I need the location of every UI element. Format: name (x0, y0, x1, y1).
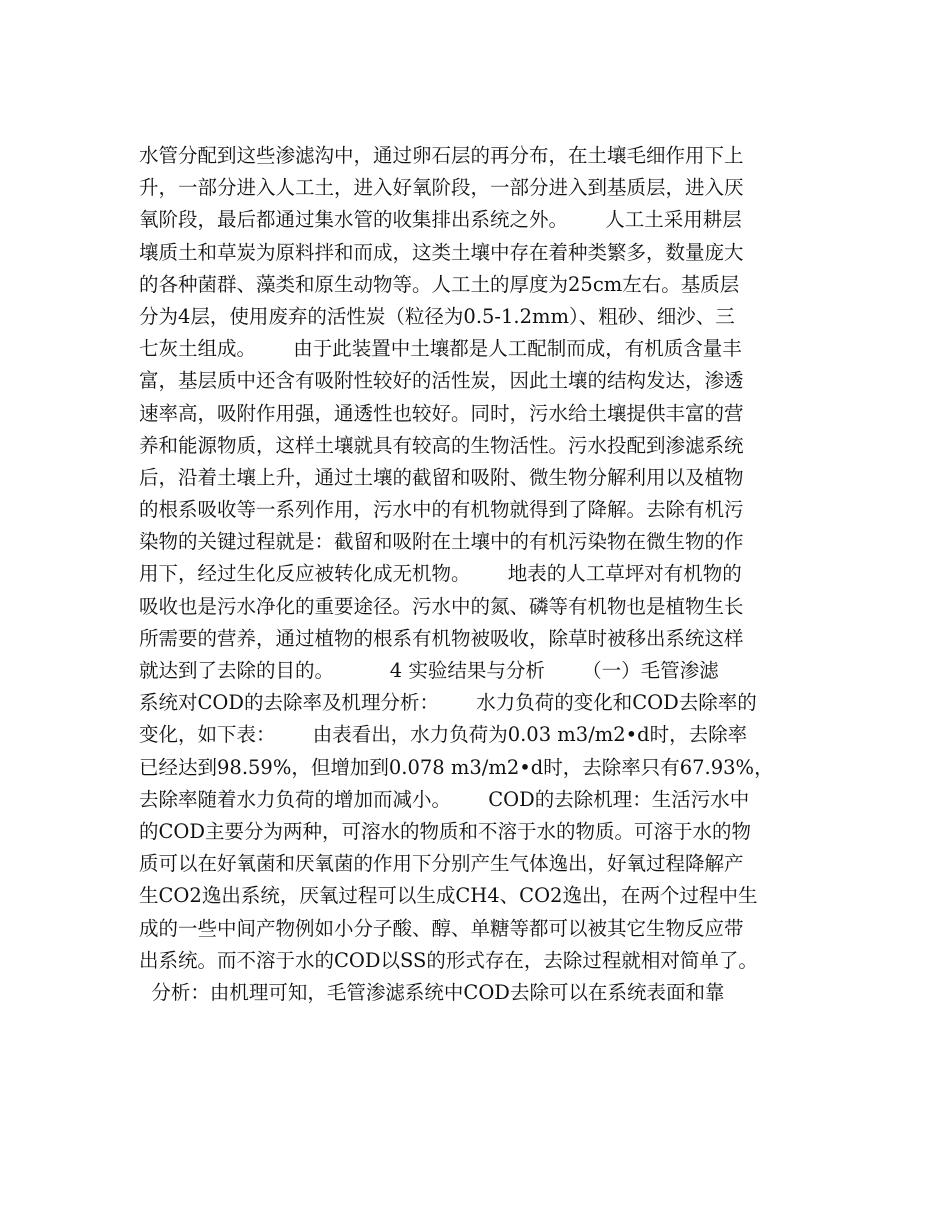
text-line: 变化，如下表： 由表看出，水力负荷为0.03 m3/m2•d时，去除率 (139, 723, 748, 747)
text-line: 去除率随着水力负荷的增加而减小。 COD的去除机理：生活污水中 (139, 787, 750, 811)
text-line: 就达到了去除的目的。 4 实验结果与分析 （一）毛管渗滤 (139, 659, 719, 682)
text-line: 染物的关键过程就是：截留和吸附在土壤中的有机污染物在微生物的作 (139, 530, 744, 554)
text-line: 的COD主要分为两种，可溶水的物质和不溶于水的物质。可溶于水的物 (139, 819, 752, 843)
text-line: 速率高，吸附作用强，通透性也较好。同时，污水给土壤提供丰富的营 (139, 401, 744, 425)
text-line: 养和能源物质，这样土壤就具有较高的生物活性。污水投配到渗滤系统 (139, 433, 744, 457)
text-line: 成的一些中间产物例如小分子酸、醇、单糖等都可以被其它生物反应带 (139, 916, 744, 940)
text-line: 的根系吸收等一系列作用，污水中的有机物就得到了降解。去除有机污 (139, 498, 744, 522)
text-line: 升，一部分进入人工土，进入好氧阶段，一部分进入到基质层，进入厌 (139, 176, 744, 200)
text-line: 的各种菌群、藻类和原生动物等。人工土的厚度为25cm左右。基质层 (139, 272, 740, 296)
text-line: 富，基层质中还含有吸附性较好的活性炭，因此土壤的结构发达，渗透 (139, 369, 744, 393)
text-line: 水管分配到这些渗滤沟中，通过卵石层的再分布，在土壤毛细作用下上 (139, 144, 744, 167)
text-line: 系统对COD的去除率及机理分析： 水力负荷的变化和COD去除率的 (139, 691, 757, 715)
text-line: 氧阶段，最后都通过集水管的收集排出系统之外。 人工土采用耕层 (139, 208, 742, 232)
text-line: 所需要的营养，通过植物的根系有机物被吸收，除草时被移出系统这样 (139, 626, 744, 650)
text-line: 七灰土组成。 由于此装置中土壤都是人工配制而成，有机质含量丰 (139, 337, 742, 361)
text-line: 分为4层，使用废弃的活性炭（粒径为0.5-1.2mm）、粗砂、细沙、三 (139, 304, 735, 328)
text-line: 生CO2逸出系统，厌氧过程可以生成CH4、CO2逸出，在两个过程中生 (139, 884, 758, 908)
text-line: 吸收也是污水净化的重要途径。污水中的氮、磷等有机物也是植物生长 (139, 594, 744, 618)
text-line: 后，沿着土壤上升，通过土壤的截留和吸附、微生物分解利用以及植物 (139, 465, 744, 489)
text-line: 分析：由机理可知，毛管渗滤系统中COD去除可以在系统表面和靠 (139, 980, 725, 1004)
text-line: 出系统。而不溶于水的COD以SS的形式存在，去除过程就相对简单了。 (139, 948, 758, 972)
text-line: 壤质土和草炭为原料拌和而成，这类土壤中存在着种类繁多，数量庞大 (139, 240, 744, 264)
text-line: 已经达到98.59%，但增加到0.078 m3/m2•d时，去除率只有67.93%， (139, 755, 774, 779)
text-line: 用下，经过生化反应被转化成无机物。 地表的人工草坪对有机物的 (139, 562, 742, 586)
body-text (139, 140, 829, 1009)
text-line: 质可以在好氧菌和厌氧菌的作用下分别产生气体逸出，好氧过程降解产 (139, 852, 744, 876)
